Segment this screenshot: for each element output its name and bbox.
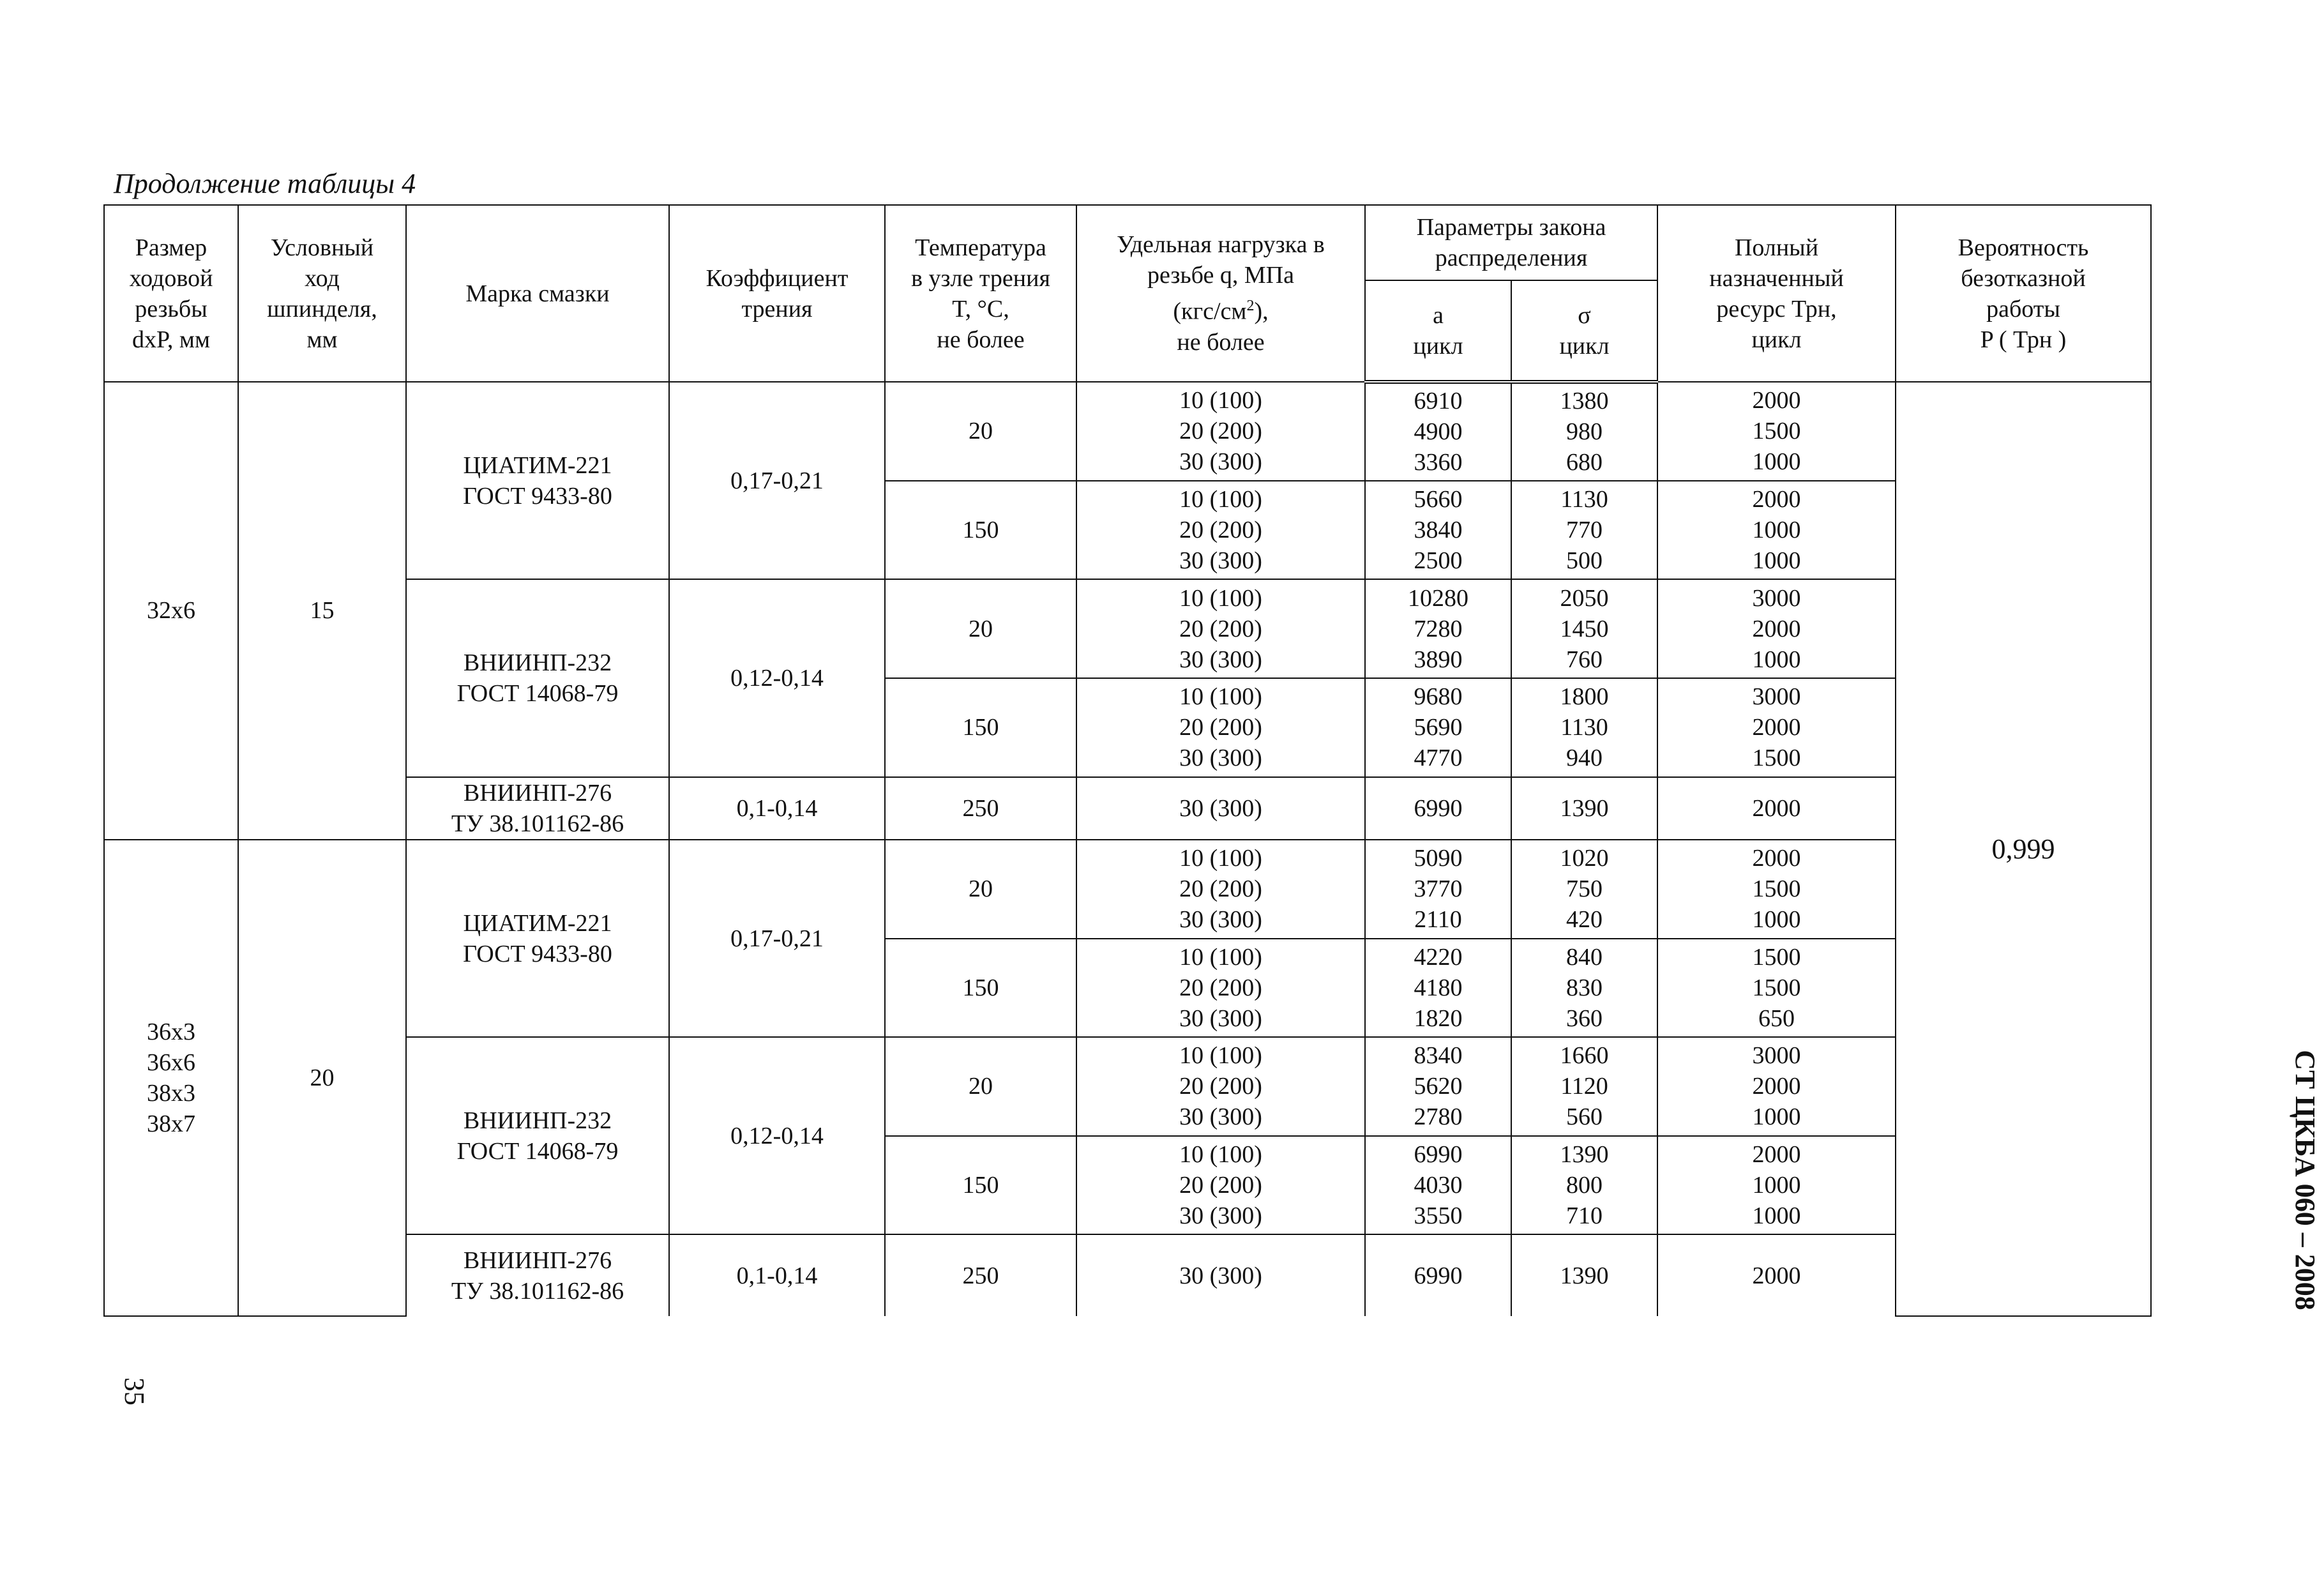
- cell-size: 32х6: [104, 382, 238, 840]
- cell-a: 4220 4180 1820: [1365, 939, 1511, 1038]
- cell-sigma: 1390 800 710: [1511, 1136, 1657, 1235]
- cell-resource: 3000 2000 1000: [1657, 579, 1896, 678]
- cell-temperature: 20: [885, 382, 1076, 481]
- cell-load: 30 (300): [1076, 1234, 1365, 1316]
- cell-temperature: 20: [885, 840, 1076, 939]
- cell-friction: 0,1-0,14: [669, 777, 885, 840]
- cell-a: 6990 4030 3550: [1365, 1136, 1511, 1235]
- cell-temperature: 20: [885, 579, 1076, 678]
- cell-sigma: 1390: [1511, 1234, 1657, 1316]
- cell-size: 36х3 36х6 38х3 38х7: [104, 840, 238, 1316]
- header-distribution-params: Параметры закона распределения: [1365, 205, 1657, 280]
- header-a: a цикл: [1365, 280, 1511, 382]
- cell-temperature: 150: [885, 939, 1076, 1038]
- cell-grease: ЦИАТИМ-221 ГОСТ 9433-80: [406, 840, 669, 1037]
- cell-a: 10280 7280 3890: [1365, 579, 1511, 678]
- cell-sigma: 1020 750 420: [1511, 840, 1657, 939]
- cell-friction: 0,17-0,21: [669, 840, 885, 1037]
- table-row: [104, 1037, 2151, 1136]
- cell-temperature: 150: [885, 1136, 1076, 1235]
- document-code: СТ ЦКБА 060 – 2008: [2290, 1050, 2321, 1310]
- cell-temperature: 250: [885, 777, 1076, 840]
- cell-friction: 0,12-0,14: [669, 1037, 885, 1234]
- header-grease: Марка смазки: [406, 205, 669, 382]
- cell-resource: 2000: [1657, 1234, 1896, 1316]
- cell-grease: ВНИИНП-276 ТУ 38.101162-86: [406, 777, 669, 840]
- cell-resource: 2000 1500 1000: [1657, 382, 1896, 481]
- cell-temperature: 150: [885, 481, 1076, 580]
- cell-a: 6990: [1365, 1234, 1511, 1316]
- cell-load: 10 (100) 20 (200) 30 (300): [1076, 678, 1365, 777]
- cell-load: 10 (100) 20 (200) 30 (300): [1076, 579, 1365, 678]
- cell-sigma: 1130 770 500: [1511, 481, 1657, 580]
- cell-a: 6910 4900 3360: [1365, 382, 1511, 481]
- cell-load: 30 (300): [1076, 777, 1365, 840]
- cell-sigma: 2050 1450 760: [1511, 579, 1657, 678]
- cell-sigma: 840 830 360: [1511, 939, 1657, 1038]
- cell-resource: 2000 1500 1000: [1657, 840, 1896, 939]
- cell-sigma: 1390: [1511, 777, 1657, 840]
- cell-grease: ВНИИНП-276 ТУ 38.101162-86: [406, 1234, 669, 1316]
- cell-sigma: 1660 1120 560: [1511, 1037, 1657, 1136]
- cell-grease: ВНИИНП-232 ГОСТ 14068-79: [406, 579, 669, 776]
- table-row: [104, 382, 2151, 481]
- cell-resource: 2000: [1657, 777, 1896, 840]
- header-sigma: σ цикл: [1511, 280, 1657, 382]
- cell-load: 10 (100) 20 (200) 30 (300): [1076, 1037, 1365, 1136]
- header-size: Размер ходовой резьбы dxP, мм: [104, 205, 238, 382]
- cell-friction: 0,1-0,14: [669, 1234, 885, 1316]
- table-row: [104, 840, 2151, 939]
- header-load: Удельная нагрузка в резьбе q, МПа $(кгс/см^2)$, не более: [1076, 205, 1365, 382]
- table-body: [104, 382, 2151, 1316]
- cell-stroke: 15: [238, 382, 406, 840]
- cell-load: 10 (100) 20 (200) 30 (300): [1076, 939, 1365, 1038]
- table-caption: Продолжение таблицы 4: [114, 168, 416, 199]
- cell-temperature: 250: [885, 1234, 1076, 1316]
- cell-friction: 0,17-0,21: [669, 382, 885, 579]
- cell-load: 10 (100) 20 (200) 30 (300): [1076, 840, 1365, 939]
- cell-sigma: 1380 980 680: [1511, 382, 1657, 481]
- header-resource: Полный назначенный ресурс Трн, цикл: [1657, 205, 1896, 382]
- page-number: 35: [119, 1377, 150, 1405]
- cell-resource: 1500 1500 650: [1657, 939, 1896, 1038]
- cell-friction: 0,12-0,14: [669, 579, 885, 776]
- header-stroke: Условный ход шпинделя, мм: [238, 205, 406, 382]
- cell-stroke: 20: [238, 840, 406, 1316]
- cell-a: 5660 3840 2500: [1365, 481, 1511, 580]
- cell-grease: ЦИАТИМ-221 ГОСТ 9433-80: [406, 382, 669, 579]
- cell-probability: 0,999: [1896, 382, 2151, 1316]
- header-friction: Коэффициент трения: [669, 205, 885, 382]
- cell-a: 5090 3770 2110: [1365, 840, 1511, 939]
- cell-resource: 3000 2000 1000: [1657, 1037, 1896, 1136]
- table-row: [104, 1234, 2151, 1316]
- cell-a: 9680 5690 4770: [1365, 678, 1511, 777]
- cell-a: 6990: [1365, 777, 1511, 840]
- table-row: [104, 777, 2151, 840]
- cell-a: 8340 5620 2780: [1365, 1037, 1511, 1136]
- cell-resource: 3000 2000 1500: [1657, 678, 1896, 777]
- cell-grease: ВНИИНП-232 ГОСТ 14068-79: [406, 1037, 669, 1234]
- cell-sigma: 1800 1130 940: [1511, 678, 1657, 777]
- cell-resource: 2000 1000 1000: [1657, 1136, 1896, 1235]
- cell-resource: 2000 1000 1000: [1657, 481, 1896, 580]
- table-header: [104, 205, 2151, 382]
- cell-temperature: 150: [885, 678, 1076, 777]
- grease-table: [103, 204, 2152, 1317]
- table-row: [104, 579, 2151, 678]
- cell-load: 10 (100) 20 (200) 30 (300): [1076, 1136, 1365, 1235]
- header-probability: Вероятность безотказной работы P ( Трн ): [1896, 205, 2151, 382]
- cell-temperature: 20: [885, 1037, 1076, 1136]
- cell-load: 10 (100) 20 (200) 30 (300): [1076, 382, 1365, 481]
- header-temperature: Температура в узле трения T, °C, не более: [885, 205, 1076, 382]
- cell-load: 10 (100) 20 (200) 30 (300): [1076, 481, 1365, 580]
